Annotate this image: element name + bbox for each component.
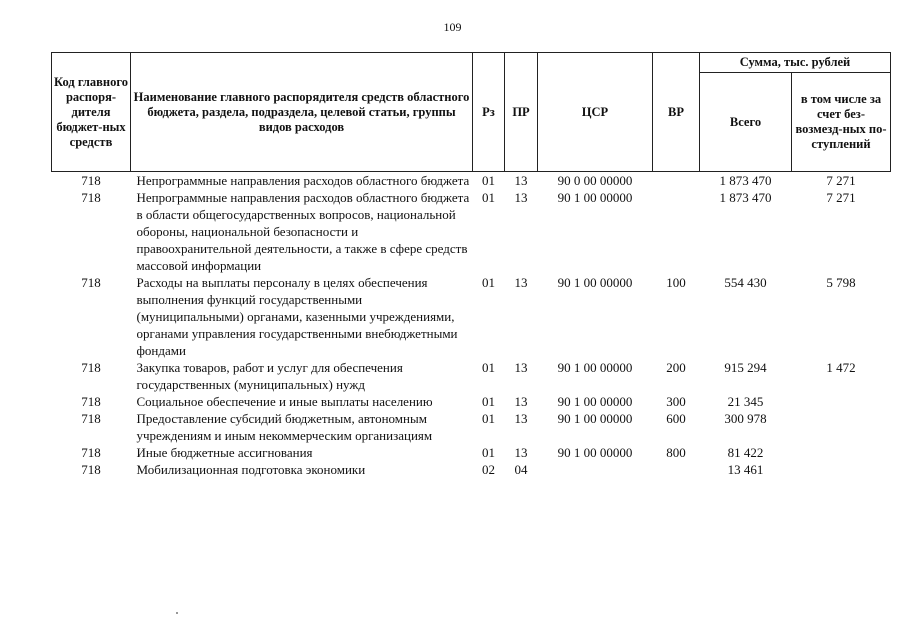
cell-gratuitous: 7 271 [826,190,856,205]
cell-vr: 800 [666,445,686,460]
cell-pr: 13 [514,411,528,426]
cell-rz: 01 [482,360,495,375]
header-rz: Рз [473,53,505,172]
cell-total: 1 873 470 [719,173,772,188]
cell-total: 915 294 [724,360,767,375]
cell-pr: 13 [514,275,528,290]
cell-total: 1 873 470 [719,190,772,205]
cell-gratuitous [792,444,891,461]
table-row [52,461,891,478]
cell-code: 718 [81,360,101,375]
budget-table [51,52,891,478]
cell-vr: 200 [666,360,686,375]
table-body [52,172,891,479]
cell-pr: 04 [514,462,528,477]
table-header [52,53,891,172]
cell-code: 718 [81,462,101,477]
cell-name: Социальное обеспечение и иные выплаты населению [136,394,433,409]
header-total: Всего [700,73,792,172]
cell-code: 718 [81,275,101,290]
cell-total: 13 461 [727,462,764,477]
cell-csr: 90 1 00 00000 [557,190,633,205]
cell-csr: 90 1 00 00000 [557,411,633,426]
table-row [52,410,891,444]
table-row [52,444,891,461]
cell-name: Закупка товаров, работ и услуг для обеспечения государственных (муниципальных) нужд [136,360,403,392]
table-row [52,274,891,359]
cell-total: 554 430 [724,275,767,290]
header-pr: ПР [505,53,538,172]
cell-rz: 01 [482,190,495,205]
cell-csr: 90 0 00 00000 [557,173,633,188]
cell-vr: 600 [666,411,686,426]
cell-vr: 300 [666,394,686,409]
cell-rz: 02 [482,462,495,477]
table-row [52,393,891,410]
scan-speck [176,612,178,614]
cell-name: Непрограммные направления расходов областного бюджета [136,173,470,188]
cell-vr [653,189,700,274]
cell-csr [538,461,653,478]
cell-rz: 01 [482,275,495,290]
cell-vr [653,461,700,478]
table-row [52,359,891,393]
table-row [52,189,891,274]
header-csr: ЦСР [538,53,653,172]
cell-code: 718 [81,173,101,188]
cell-total: 300 978 [724,411,767,426]
cell-pr: 13 [514,173,528,188]
cell-rz: 01 [482,411,495,426]
cell-csr: 90 1 00 00000 [557,275,633,290]
cell-total: 21 345 [727,394,764,409]
cell-code: 718 [81,394,101,409]
cell-gratuitous [792,461,891,478]
cell-code: 718 [81,411,101,426]
cell-pr: 13 [514,190,528,205]
cell-gratuitous: 1 472 [826,360,856,375]
cell-csr: 90 1 00 00000 [557,394,633,409]
cell-name: Предоставление субсидий бюджетным, автономным учреждениям и иным некоммерческим организациям [136,411,433,443]
cell-gratuitous [792,393,891,410]
cell-name: Непрограммные направления расходов областного бюджета в области общегосударственных вопросов, национальной обороны, национальной безопасности и правоохранительной деятельности, а также в сфере средств массовой информации [136,190,470,273]
cell-gratuitous: 7 271 [826,173,856,188]
cell-vr [653,172,700,190]
cell-total: 81 422 [727,445,764,460]
cell-pr: 13 [514,445,528,460]
cell-gratuitous [792,410,891,444]
header-code: Код главного распоря-дителя бюджет-ных средств [52,53,131,172]
header-sum-group: Сумма, тыс. рублей [700,53,891,73]
cell-pr: 13 [514,360,528,375]
cell-csr: 90 1 00 00000 [557,445,633,460]
cell-code: 718 [81,190,101,205]
header-gratuitous: в том числе за счет без-возмезд-ных по-ступлений [792,73,891,172]
cell-rz: 01 [482,394,495,409]
cell-gratuitous: 5 798 [826,275,856,290]
cell-csr: 90 1 00 00000 [557,360,633,375]
cell-name: Мобилизационная подготовка экономики [136,462,366,477]
table-row [52,172,891,190]
cell-pr: 13 [514,394,528,409]
cell-vr: 100 [666,275,686,290]
header-vr: ВР [653,53,700,172]
header-name: Наименование главного распорядителя средств областного бюджета, раздела, подраздела, целевой статьи, группы видов расходов [131,53,473,172]
cell-name: Расходы на выплаты персоналу в целях обеспечения выполнения функций государственными (муниципальными) органами, казенными учреждениями, органами управления государственными внебюджетными фондами [136,275,458,358]
page-number: 109 [443,20,462,34]
cell-rz: 01 [482,173,495,188]
cell-name: Иные бюджетные ассигнования [136,445,313,460]
cell-code: 718 [81,445,101,460]
cell-rz: 01 [482,445,495,460]
